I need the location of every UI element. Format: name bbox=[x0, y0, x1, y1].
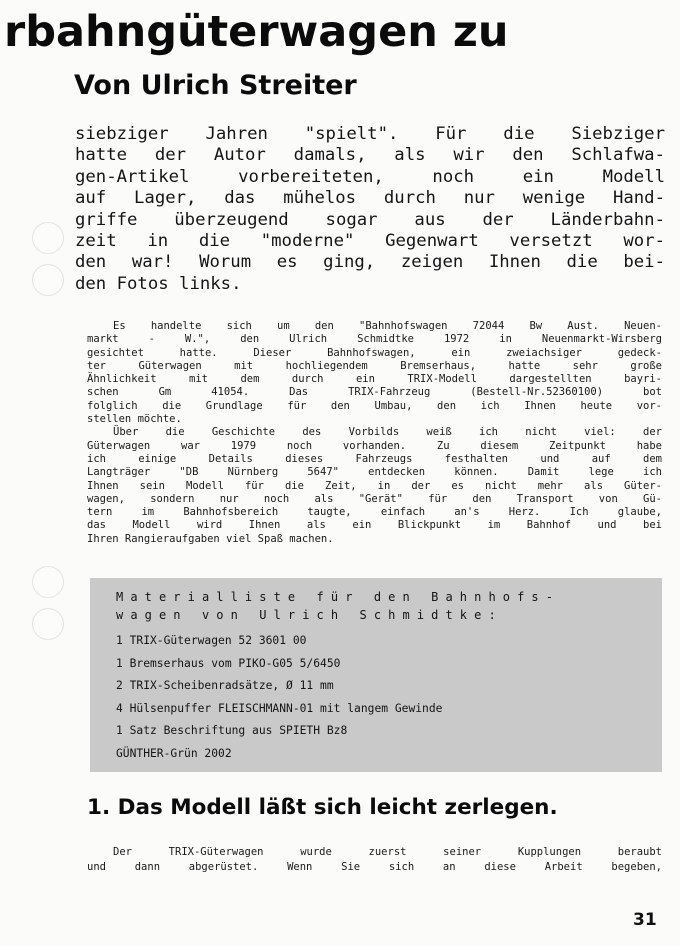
body-line: Es handelte sich um den "Bahnhofswagen 72044 Bw Aust. Neuen- bbox=[113, 320, 662, 332]
intro-line: hatte der Autor damals, als wir den Schlafwa- bbox=[75, 145, 665, 166]
body-line: schen Gm 41054. Das TRIX-Fahrzeug (Bestell-Nr.52360100) bot bbox=[87, 386, 662, 399]
body-line: Langträger "DB Nürnberg 5647" entdecken können. Damit lege ich bbox=[87, 466, 662, 479]
body-line: Güterwagen war 1979 noch vorhanden. Zu diesem Zeitpunkt habe bbox=[87, 439, 662, 452]
materials-list bbox=[116, 634, 636, 770]
intro-line: den war! Worum es ging, zeigen Ihnen die bei- bbox=[75, 252, 665, 273]
body-line: Über die Geschichte des Vorbilds weiß ich nicht viel: der bbox=[113, 426, 662, 439]
body-line: das Modell wird Ihnen als ein Blickpunkt im Bahnhof und bei bbox=[87, 519, 662, 532]
materials-item: GÜNTHER-Grün 2002 bbox=[116, 746, 232, 760]
page-number: 31 bbox=[633, 910, 657, 930]
materials-box bbox=[90, 578, 662, 772]
intro-line: den Fotos links. bbox=[75, 273, 242, 294]
materials-item: 4 Hülsenpuffer FLEISCHMANN-01 mit langem Gewinde bbox=[116, 701, 443, 715]
materials-title-line: Materialliste für den Bahnhofs- bbox=[116, 590, 561, 604]
body-line: markt - W.", den Ulrich Schmidtke 1972 in Neuenmarkt-Wirsberg bbox=[87, 333, 662, 346]
intro-paragraph bbox=[75, 124, 665, 295]
materials-item: 1 Bremserhaus vom PIKO-G05 5/6450 bbox=[116, 656, 341, 670]
body-line: wagen, sondern nur noch als "Gerät" für den Transport von Gü- bbox=[87, 492, 662, 505]
materials-item: 1 Satz Beschriftung aus SPIETH Bz8 bbox=[116, 724, 348, 738]
materials-item: 1 TRIX-Güterwagen 52 3601 00 bbox=[116, 634, 307, 647]
body-line: Ähnlichkeit mit dem durch ein TRIX-Modell dargestellten bayri- bbox=[87, 373, 662, 386]
punch-hole-mark bbox=[32, 222, 64, 254]
section-line: Der TRIX-Güterwagen wurde zuerst seiner Kupplungen beraubt bbox=[113, 846, 662, 858]
materials-title bbox=[116, 588, 636, 624]
article-headline: rbahngüterwagen zu bbox=[4, 7, 509, 57]
body-text bbox=[87, 320, 662, 546]
body-line: gesichtet hatte. Dieser Bahnhofswagen, ein zweiachsiger gedeck- bbox=[87, 346, 662, 359]
section-heading: 1. Das Modell läßt sich leicht zerlegen. bbox=[87, 795, 558, 820]
body-line: ich einige Details dieses Fahrzeugs festhalten und auf dem bbox=[87, 452, 662, 465]
section-line: und dann abgerüstet. Wenn Sie sich an diese Arbeit begeben, bbox=[87, 860, 662, 873]
materials-item: 2 TRIX-Scheibenradsätze, Ø 11 mm bbox=[116, 679, 334, 693]
body-line: folglich die Grundlage für den Umbau, den ich Ihnen heute vor- bbox=[87, 399, 662, 412]
intro-line: griffe überzeugend sogar aus der Länderbahn- bbox=[75, 209, 665, 230]
author-byline: Von Ulrich Streiter bbox=[74, 70, 357, 101]
punch-hole-mark bbox=[32, 264, 64, 296]
punch-hole-mark bbox=[32, 566, 64, 598]
body-line: tern im Bahnhofsbereich taugte, einfach an's Herz. Ich glaube, bbox=[87, 506, 662, 519]
body-line: Ihnen sein Modell für die Zeit, in der es nicht mehr als Güter- bbox=[87, 479, 662, 492]
punch-hole-mark bbox=[32, 608, 64, 640]
body-line: ter Güterwagen mit hochliegendem Bremserhaus, hatte sehr große bbox=[87, 359, 662, 372]
intro-line: auf Lager, das mühelos durch nur wenige Hand- bbox=[75, 188, 665, 209]
body-line: stellen möchte. bbox=[87, 413, 182, 426]
section-text bbox=[87, 845, 662, 874]
body-line: Ihren Rangieraufgaben viel Spaß machen. bbox=[87, 532, 334, 545]
intro-line: siebziger Jahren "spielt". Für die Siebziger bbox=[75, 124, 665, 144]
materials-title-line: wagen von Ulrich Schmidtke: bbox=[116, 608, 503, 622]
intro-line: gen-Artikel vorbereiteten, noch ein Modell bbox=[75, 166, 665, 187]
intro-line: zeit in die "moderne" Gegenwart versetzt wor- bbox=[75, 231, 665, 252]
